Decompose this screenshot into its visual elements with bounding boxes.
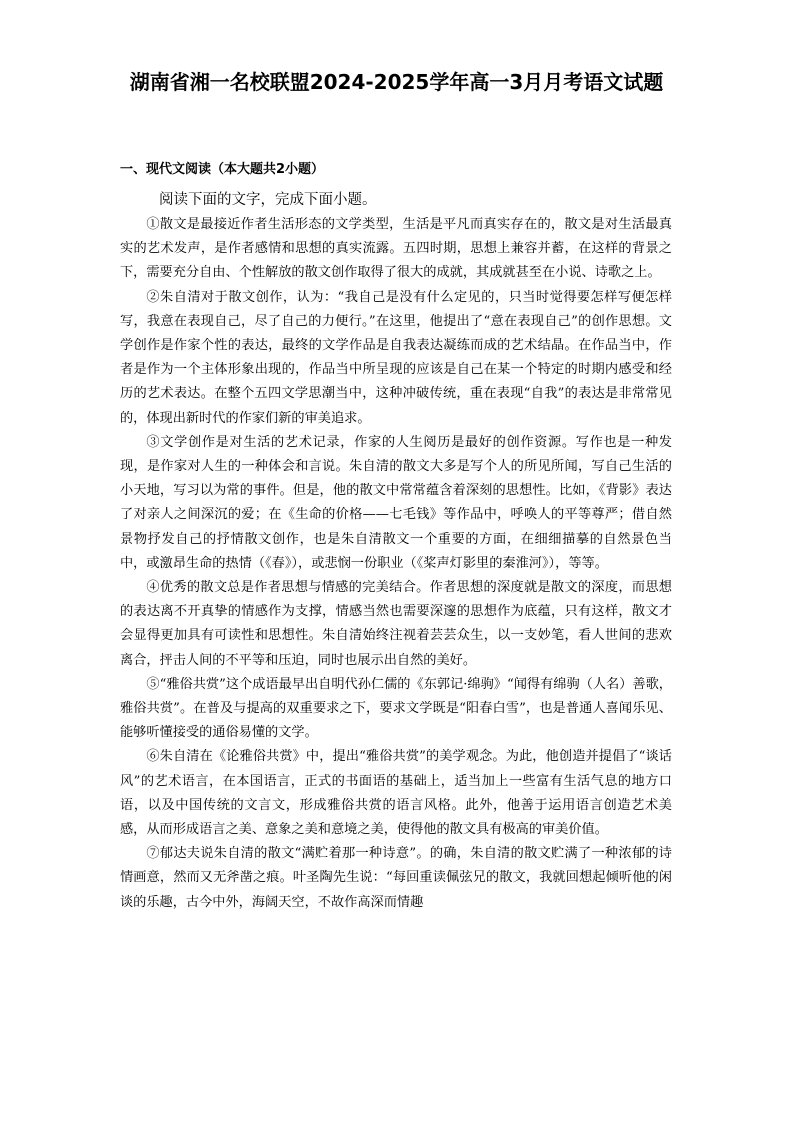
reading-instruction: 阅读下面的文字，完成下面小题。 <box>159 192 377 208</box>
paragraph-2: ②朱自清对于散文创作，认为：“我自己是没有什么定见的，只当时觉得要怎样写便怎样写，我意在表现自己，尽了自己的力便行。”在这里，他提出了“意在表现自己”的创作思想。文学创作是作家个性的表达，最终的文学作品是自我表达凝练而成的艺术结晶。在作品当中，作者是作为一个主体形象出现的，作品当中所呈现的应该是自己在某一个特定的时期内感受和经历的艺术表达。在整个五四文学思潮当中，这种冲破传统，重在表现“自我”的表达是非常常见的，体现出新时代的作家们新的审美追求。 <box>120 289 672 426</box>
paragraph-3: ③文学创作是对生活的艺术记录，作家的人生阅历是最好的创作资源。写作也是一种发现，是作家对人生的一种体会和言说。朱自清的散文大多是写个人的所见所闻，写自己生活的小天地，写习以为常的事件。但是，他的散文中常常蕴含着深刻的思想性。比如，《背影》表达了对亲人之间深沉的爱；在《生命的价格——七毛钱》等作品中，呼唤人的平等尊严；借自然景物抒发自己的抒情散文创作，也是朱自清散文一个重要的方面，在细细描摹的自然景色当中，或激昂生命的热情（《春》），或悲悯一份职业（《桨声灯影里的秦淮河》），等等。 <box>120 434 672 571</box>
paragraph-4: ④优秀的散文总是作者思想与情感的完美结合。作者思想的深度就是散文的深度，而思想的表达离不开真挚的情感作为支撑，情感当然也需要深邃的思想作为底蕴，只有这样，散文才会显得更加具有可读性和思想性。朱自清始终注视着芸芸众生，以一支妙笔，看人世间的悲欢离合，抨击人间的不平等和压迫，同时也展示出自然的美好。 <box>120 580 672 668</box>
paragraph-6: ⑥朱自清在《论雅俗共赏》中，提出“雅俗共赏”的美学观念。为此，他创造并提倡了“谈话风”的艺术语言，在本国语言，正式的书面语的基础上，适当加上一些富有生活气息的地方口语，以及中国传统的文言文，形成雅俗共赏的语言风格。此外，他善于运用语言创造艺术美感，从而形成语言之美、意象之美和意境之美，使得他的散文具有极高的审美价值。 <box>120 749 672 838</box>
paragraph-7: ⑦郁达夫说朱自清的散文“满贮着那一种诗意”。的确，朱自清的散文贮满了一种浓郁的诗情画意，然而又无斧凿之痕。叶圣陶先生说：“每回重读佩弦兄的散文，我就回想起倾听他的闲谈的乐趣，古今中外，海阔天空，不故作高深而情趣 <box>120 846 672 910</box>
section-heading: 一、现代文阅读（本大题共2小题） <box>120 162 325 177</box>
passage-body <box>120 213 672 915</box>
paragraph-1: ①散文是最接近作者生活形态的文学类型，生活是平凡而真实存在的，散文是对生活最真实的艺术发声，是作者感情和思想的真实流露。五四时期，思想上兼容并蓄，在这样的背景之下，需要充分自由、个性解放的散文创作取得了很大的成就，其成就甚至在小说、诗歌之上。 <box>120 217 672 281</box>
paragraph-5: ⑤“雅俗共赏”这个成语最早出自明代孙仁儒的《东郭记·绵驹》“闻得有绵驹（人名）善歌，雅俗共赏”。在普及与提高的双重要求之下，要求文学既是“阳春白雪”，也是普通人喜闻乐见、能够听懂接受的通俗易懂的文学。 <box>120 676 672 741</box>
document-title: 湖南省湘一名校联盟2024-2025学年高一3月月考语文试题 <box>129 70 664 94</box>
